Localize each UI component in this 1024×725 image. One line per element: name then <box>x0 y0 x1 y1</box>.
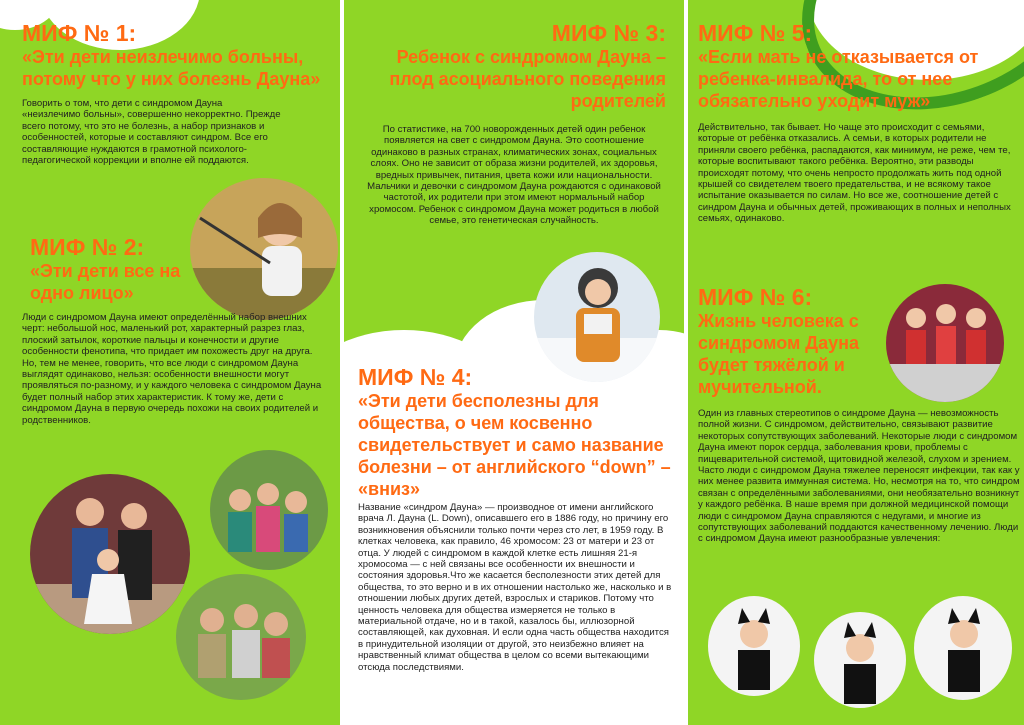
myth3-title: Ребенок с синдромом Дауна – плод асоциального поведения родителей <box>389 47 666 111</box>
myth2-body: Люди с синдромом Дауна имеют определённый набор внешних черт: небольшой нос, маленький рот, характерный разрез глаз, плоский затылок, короткие пальцы и конечности и другие особенности фенотипа, что придает им похожесть друг на друга. Но, тем не менее, говорить, что все люди с синдромом Дауна выглядят одинаково, нельзя: особенности внешности могут проявляться по-разному, и у каждого человека с синдромом Дауна будет полный набор этих характеристик. К тому же, дети с синдромом Дауна в первую очередь похожи на своих родителей и родственников. <box>22 312 322 426</box>
myth2-title: «Эти дети все на одно лицо» <box>30 261 181 303</box>
panel-middle <box>344 0 684 725</box>
myth1-body: Говорить о том, что дети с синдромом Дауна «неизлечимо больны», совершенно некорректно. Прежде всего потому, что это не болезнь, а набор признаков и особенностей, которые и составляют синдром. Все его составляющие нуждаются в грамотной психолого-педагогической коррекции и вполне ей поддаются. <box>22 98 281 167</box>
myth5-body: Действительно, так бывает. Но чаще это происходит с семьями, которые от ребёнка отказались. А семьи, в которых родители не приняли своего ребёнка, распадаются, как минимум, не реже, чем те, которые воспитывают такого ребёнка. Вероятно, эти разводы происходят потому, что очень непросто продолжать жить под одной крышей со свидетелем твоего предательства, и не всякому такое испытание оказывается по силам. Но все же, соотношение детей с синдром Дауна и обычных детей, проживающих в полных и неполных семьях, одинаково. <box>698 122 1011 225</box>
panel-right <box>688 0 1024 725</box>
myth6-title: Жизнь человека с синдромом Дауна будет тяжёлой и мучительной. <box>698 311 860 397</box>
photo-cat-costume-1-image <box>708 596 800 696</box>
photo-girl-playing <box>190 178 338 320</box>
myth3-body: По статистике, на 700 новорожденных детей один ребенок появляется на свет с синдромом Дауна. Это соотношение одинаково в разных странах, климатических зонах, социальных слоях. Оно не зависит от образа жизни родителей, их здоровья, вредных привычек, питания, цвета кожи или национальности. Мальчики и девочки с синдромом Дауна рождаются с одинаковой частотой, их родители при этом имеют нормальный набор хромосом. Ребенок с синдромом Дауна может родиться в любой семье, это генетическая случайность. <box>367 124 661 227</box>
photo-child-winter <box>534 252 660 382</box>
photo-grandparents-image <box>176 574 306 700</box>
myth4-body: Название «синдром Дауна» — производное от имени английского врача Л. Дауна (L. Down), описавшего его в 1886 году, но причину его возникновения объяснили только почти через сто лет, в 1959 году. В клетках человека, как правило, 46 хромосом: 23 от матери и 23 от отца. У людей с синдромом в каждой клетке есть лишняя 21-я хромосома — с ней связаны все особенности их внешности и состояния здоровья.Что же касается бесполезности этих детей для общества, то это верно и в их отношении настолько же, насколько и в отношении любых других детей, взрослых и стариков. Потому что ценность человека для общества измеряется не только в материальной отдаче, но и в такой, казалось бы, иллюзорной составляющей, как духовная. И если одна часть общества находится в принудительной изоляции от другой, это неизбежно влияет на нравственный климат общества в целом со всеми вытекающими отсюда последствиями. <box>358 502 672 673</box>
panel-left <box>0 0 340 725</box>
photo-grandparents <box>176 574 306 700</box>
myth5-title: «Если мать не отказывается от ребенка-инвалида, то от нее обязательно уходит муж» <box>698 47 979 111</box>
photo-cat-costume-2 <box>814 612 906 708</box>
photo-girls-costumes <box>886 284 1004 402</box>
myth4-number: МИФ № 4: <box>358 364 473 390</box>
photo-cat-costume-1 <box>708 596 800 696</box>
myth1-title: «Эти дети неизлечимо больны, потому что у них болезнь Дауна» <box>22 47 321 89</box>
myth3-number: МИФ № 3: <box>551 20 666 46</box>
photo-child-winter-image <box>534 252 660 382</box>
myth6-body: Один из главных стереотипов о синдроме Дауна — невозможность полной жизни. С синдромом, действительно, связывают развитие некоторых сопутствующих заболеваний. Некоторые люди с синдромом Дауна имеют порок сердца, заболевания крови, проблемы с пищеварительной системой, щитовидной железой, слухом и зрением. Часто люди с синдромом Дауна тяжелее переносят инфекции, так как у них менее развита иммунная система. Но, несмотря на то, что синдром связан с определёнными заболеваниями, они необязательно возникнут у каждого ребёнка. В наше время при должной медицинской помощи люди с синдромом Дауна справляются с недугами, и многие из сопутствующих заболеваний поддаются качественному лечению. Люди с синдромом Дауна имеют разнообразные увлечения: <box>698 408 1020 545</box>
photo-girl-playing-image <box>190 178 338 320</box>
myth5-number: МИФ № 5: <box>698 20 813 46</box>
photo-cat-costume-2-image <box>814 612 906 708</box>
photo-girls-costumes-image <box>886 284 1004 402</box>
photo-group-children <box>210 450 328 570</box>
myth1-number: МИФ № 1: <box>22 20 137 46</box>
photo-group-children-image <box>210 450 328 570</box>
myth6-number: МИФ № 6: <box>698 284 813 310</box>
photo-family-image <box>30 474 190 634</box>
photo-family <box>30 474 190 634</box>
photo-cat-costume-3 <box>914 596 1012 700</box>
myth4-title: «Эти дети бесполезны для общества, о чем косвенно свидетельствует и само название болезни – от английского “down” – «вниз» <box>358 391 671 499</box>
myth2-number: МИФ № 2: <box>30 234 145 260</box>
photo-cat-costume-3-image <box>914 596 1012 700</box>
